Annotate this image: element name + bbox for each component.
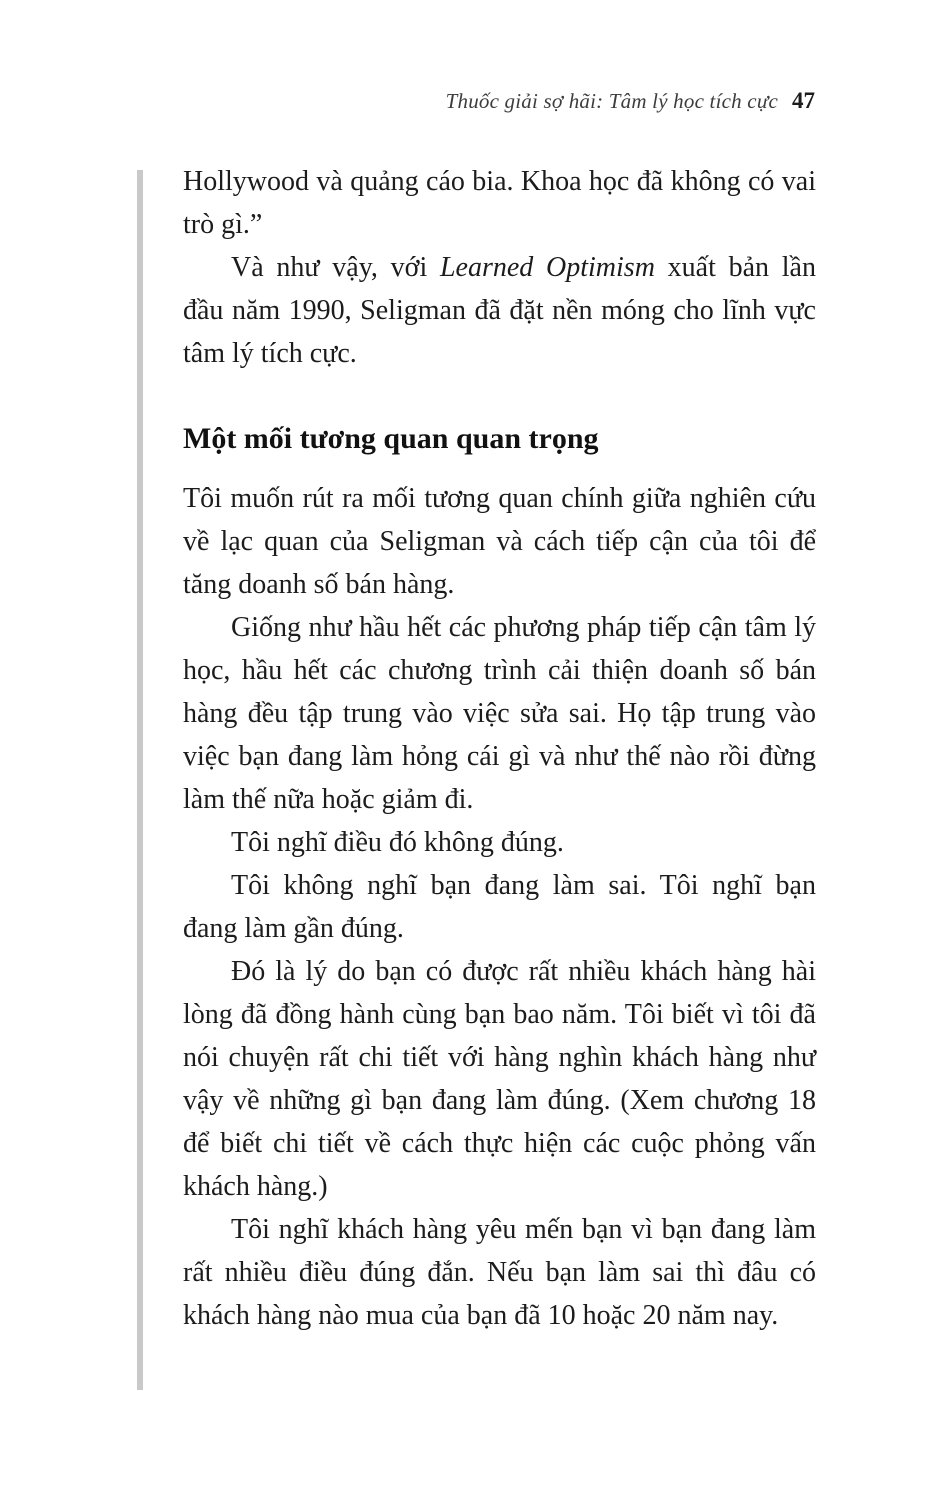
paragraph xyxy=(183,606,816,821)
page-body xyxy=(183,160,816,1337)
paragraph xyxy=(183,1208,816,1337)
paragraph xyxy=(183,477,816,606)
text-run: Tôi muốn rút ra mối tương quan chính giữa nghiên cứu về lạc quan của Seligman và cách tiếp cận của tôi để tăng doanh số bán hàng. xyxy=(183,483,816,600)
italic-text-run: Learned Optimism xyxy=(439,252,655,283)
paragraph xyxy=(183,950,816,1208)
section-heading: Một mối tương quan quan trọng xyxy=(183,422,599,455)
page-number: 47 xyxy=(792,88,815,113)
running-header xyxy=(446,88,815,114)
text-run: Tôi nghĩ điều đó không đúng. xyxy=(231,827,564,858)
paragraph xyxy=(183,821,816,864)
paragraph xyxy=(183,160,816,246)
text-run: Đó là lý do bạn có được rất nhiều khách hàng hài lòng đã đồng hành cùng bạn bao năm. Tôi biết vì tôi đã nói chuyện rất chi tiết với hàng nghìn khách hàng như vậy về những gì bạn đang làm đúng. (Xem chương 18 để biết chi tiết về cách thực hiện các cuộc phỏng vấn khách hàng.) xyxy=(183,956,816,1202)
text-run: Tôi nghĩ khách hàng yêu mến bạn vì bạn đang làm rất nhiều điều đúng đắn. Nếu bạn làm sai thì đâu có khách hàng nào mua của bạn đã 10 hoặc 20 năm nay. xyxy=(183,1214,816,1331)
text-run: Tôi không nghĩ bạn đang làm sai. Tôi nghĩ bạn đang làm gần đúng. xyxy=(183,870,816,944)
paragraph xyxy=(183,246,816,375)
running-title: Thuốc giải sợ hãi: Tâm lý học tích cực xyxy=(445,89,778,113)
text-run: xuất bản lần đầu năm 1990, Seligman đã đặt nền móng cho lĩnh vực tâm lý tích cực. xyxy=(183,252,816,369)
text-run: Và như vậy, với xyxy=(231,252,440,283)
text-run: Hollywood và quảng cáo bia. Khoa học đã không có vai trò gì.” xyxy=(183,166,816,240)
margin-rule xyxy=(137,170,143,1390)
text-run: Giống như hầu hết các phương pháp tiếp cận tâm lý học, hầu hết các chương trình cải thiện doanh số bán hàng đều tập trung vào việc sửa sai. Họ tập trung vào việc bạn đang làm hỏng cái gì và như thế nào rồi đừng làm thế nữa hoặc giảm đi. xyxy=(183,612,816,815)
paragraph xyxy=(183,864,816,950)
